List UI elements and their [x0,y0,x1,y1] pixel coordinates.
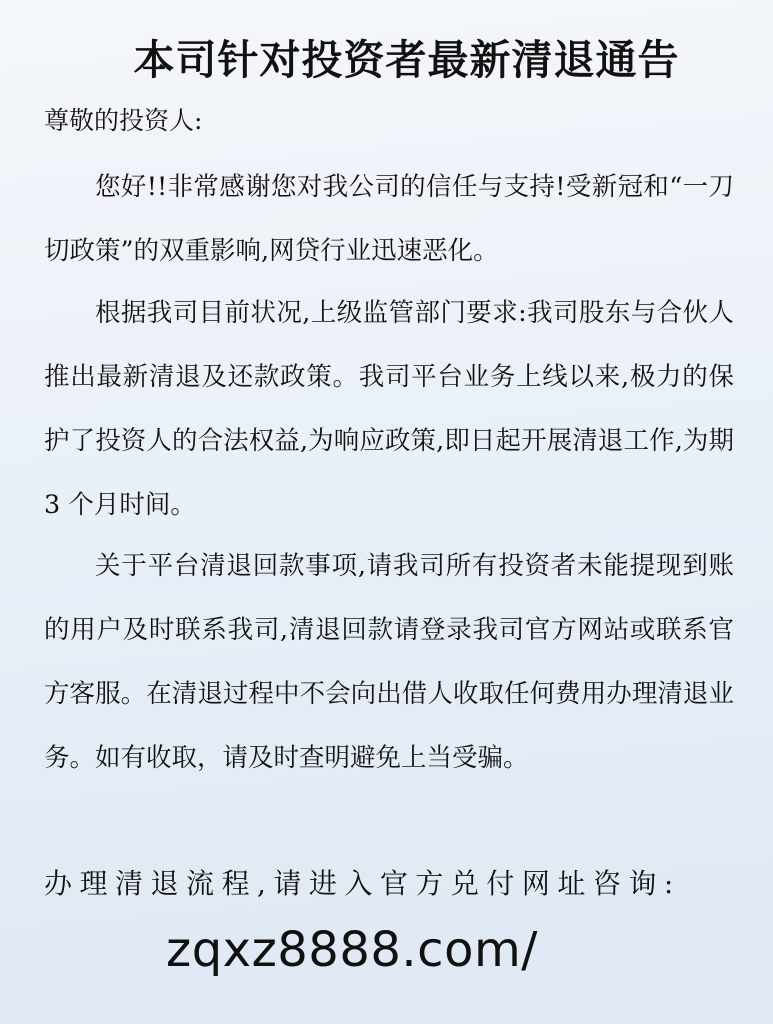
notice-title: 本司针对投资者最新清退通告 [133,36,680,84]
salutation: 尊敬的投资人: [44,106,203,135]
paragraph-policy: 根据我司目前状况,上级监管部门要求:我司股东与合伙人推出最新清退及还款政策。我司平台业务上线以来,极力的保护了投资人的合法权益,为响应政策,即日起开展清退工作,为期 3 个月时间。 [44,298,734,520]
paragraph-refund: 关于平台清退回款事项,请我司所有投资者未能提现到账的用户及时联系我司,清退回款请登录我司官方网站或联系官方客服。在清退过程中不会向出借人收取任何费用办理清退业务。如有收取，请及时查明避免上当受骗。 [44,551,734,773]
paragraph-greeting: 您好!!非常感谢您对我公司的信任与支持!受新冠和“一刀切政策”的双重影响,网贷行业迅速恶化。 [44,172,734,266]
website-address: zqxz8888.com/ [166,922,538,978]
procedure-text: 办理清退流程,请进入官方兑付网址咨询: [44,867,681,900]
